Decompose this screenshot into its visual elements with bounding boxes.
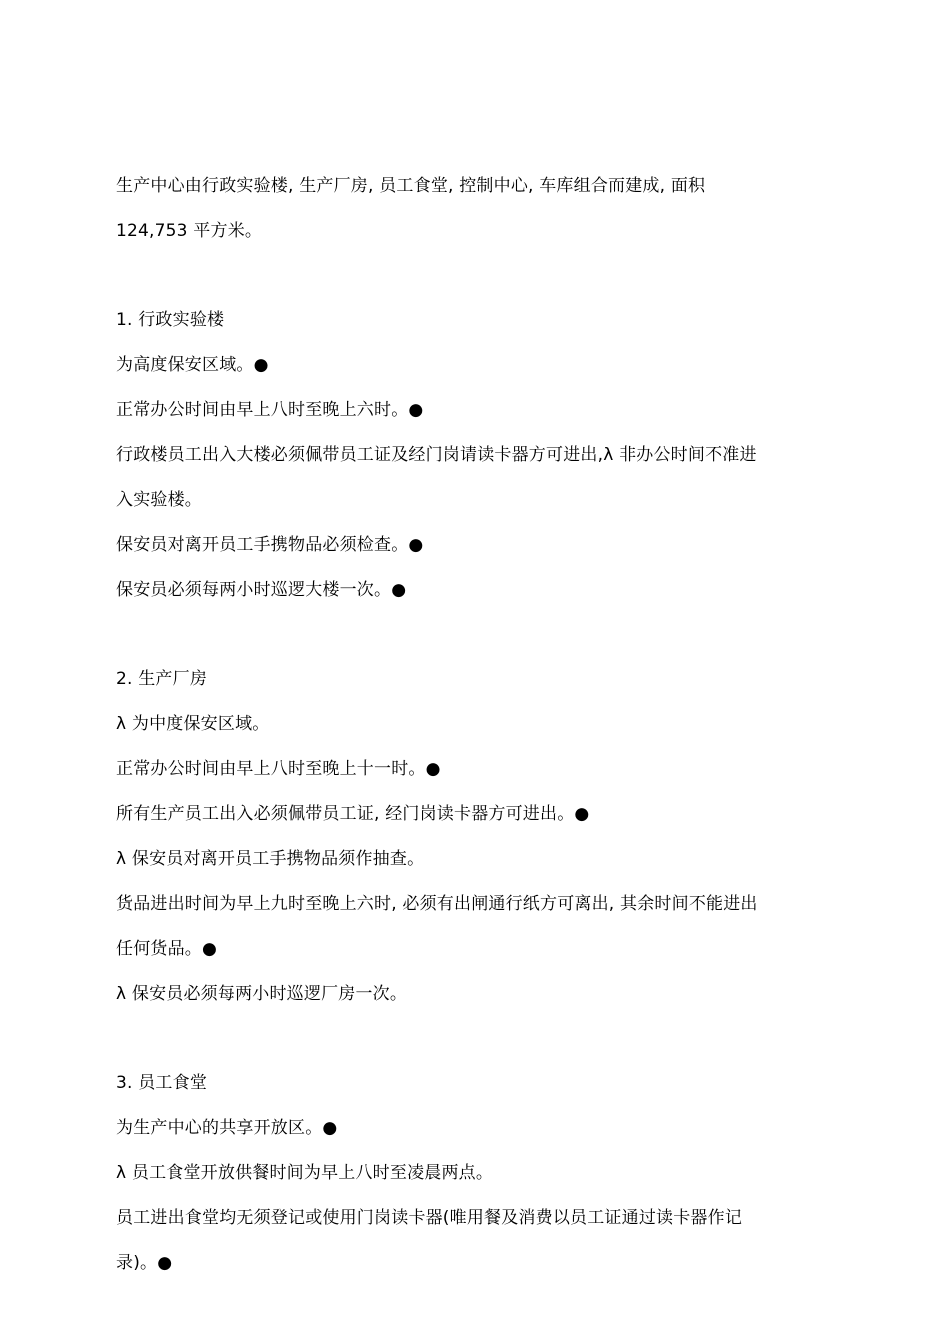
section-1-line: 入实验楼。 (116, 490, 202, 510)
section-2-line: 货品进出时间为早上九时至晚上六时, 必须有出闸通行纸方可离出, 其余时间不能进出 (116, 894, 758, 914)
section-2-line: 所有生产员工出入必须佩带员工证, 经门岗读卡器方可进出。● (116, 804, 590, 824)
document-body (116, 164, 836, 1286)
section-1-line: 为高度保安区域。● (116, 355, 269, 375)
section-3-line: 为生产中心的共享开放区。● (116, 1118, 338, 1138)
section-1-line: 保安员必须每两小时巡逻大楼一次。● (116, 580, 407, 600)
section-gap (116, 613, 836, 657)
section-2-line: 任何货品。● (116, 939, 218, 959)
intro-line-1: 生产中心由行政实验楼, 生产厂房, 员工食堂, 控制中心, 车库组合而建成, 面积 (116, 176, 706, 196)
section-gap (116, 254, 836, 298)
section-2-line: 正常办公时间由早上八时至晚上十一时。● (116, 759, 441, 779)
intro-line-2: 124,753 平方米。 (116, 221, 263, 241)
section-2-line: λ 为中度保安区域。 (116, 714, 270, 734)
section-1-line: 保安员对离开员工手携物品必须检查。● (116, 535, 424, 555)
section-2-heading: 2. 生产厂房 (116, 669, 208, 689)
section-gap (116, 1017, 836, 1061)
section-1-line: 行政楼员工出入大楼必须佩带员工证及经门岗请读卡器方可进出,λ 非办公时间不准进 (116, 445, 757, 465)
section-2-line: λ 保安员对离开员工手携物品须作抽查。 (116, 849, 425, 869)
section-1-line: 正常办公时间由早上八时至晚上六时。● (116, 400, 424, 420)
section-3-line: λ 员工食堂开放供餐时间为早上八时至凌晨两点。 (116, 1163, 494, 1183)
section-2-line: λ 保安员必须每两小时巡逻厂房一次。 (116, 984, 408, 1004)
section-3-heading: 3. 员工食堂 (116, 1073, 208, 1093)
section-3-line: 录)。● (116, 1253, 173, 1273)
section-1-heading: 1. 行政实验楼 (116, 310, 225, 330)
section-3-line: 员工进出食堂均无须登记或使用门岗读卡器(唯用餐及消费以员工证通过读卡器作记 (116, 1208, 743, 1228)
